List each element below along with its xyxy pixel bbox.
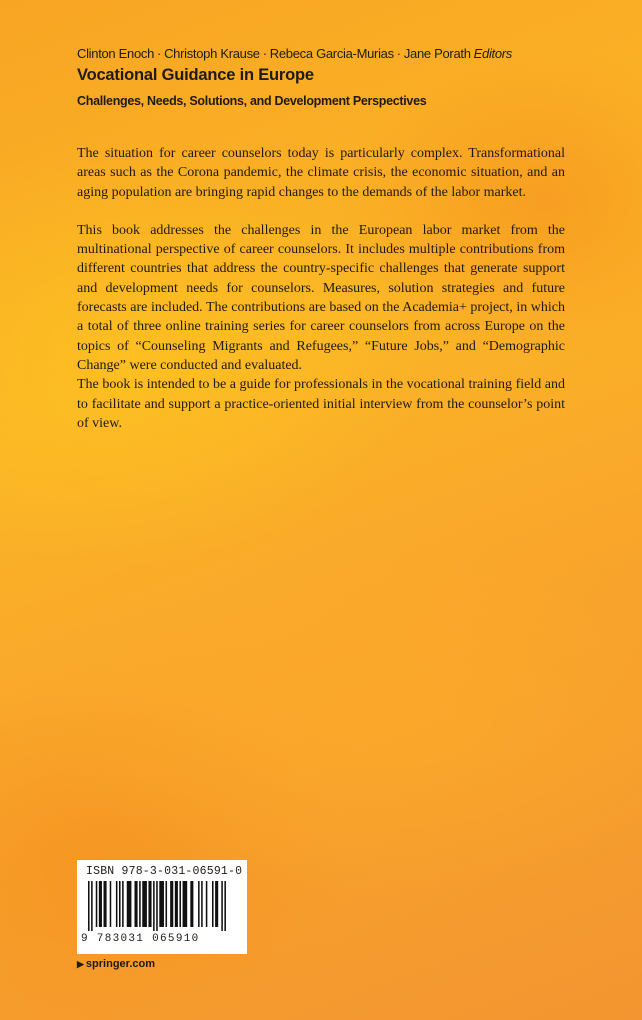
barcode-bar — [104, 881, 107, 927]
barcode-bar — [116, 881, 118, 927]
editor-name: Clinton Enoch — [77, 46, 155, 61]
barcode-bar — [122, 881, 124, 927]
barcode-bar — [221, 881, 223, 931]
barcode-bar — [159, 881, 164, 927]
barcode-bar — [170, 881, 173, 927]
blurb-paragraph: The situation for career counselors today is particularly complex. Transformational areas such as the Corona pandemic, the climate crisis, the economic situation, and an aging population are bringing rapid changes to the demands of the labor market. — [77, 146, 565, 200]
barcode-bar — [148, 881, 151, 927]
barcode-bar — [175, 881, 178, 927]
barcode-bar — [198, 881, 200, 927]
book-title: Vocational Guidance in Europe — [77, 66, 314, 84]
blurb — [77, 144, 565, 433]
barcode-bars — [88, 881, 236, 931]
barcode-bar — [183, 881, 188, 927]
barcode-bar — [201, 881, 203, 927]
barcode-bar — [96, 881, 98, 927]
barcode-bar — [142, 881, 147, 927]
barcode-bar — [215, 881, 218, 927]
barcode-bar — [212, 881, 214, 927]
ean-digits: 9 783031 065910 — [81, 933, 200, 945]
editor-separator: · — [396, 46, 401, 61]
barcode-bar — [135, 881, 138, 927]
editor-name: Jane Porath — [403, 46, 471, 61]
isbn-barcode — [77, 860, 247, 954]
barcode-bar — [99, 881, 102, 927]
barcode-bar — [119, 881, 121, 927]
barcode-bar — [91, 881, 93, 931]
isbn-label: ISBN 978-3-031-06591-0 — [86, 865, 243, 878]
publisher-url: springer.com — [85, 958, 155, 970]
book-subtitle: Challenges, Needs, Solutions, and Development Perspectives — [77, 94, 427, 108]
blurb-paragraph: This book addresses the challenges in the European labor market from the multinational perspective of career counselors. It includes multiple contributions from different countries that address the country-specific challenges that generate support and development needs for counselors. Measures, solution strategies and future forecasts are included. The contributions are based on the Academia+ project, in which a total of three online training series for career counselors from across Europe on the topics of “Counseling Migrants and Refugees,” “Future Jobs,” and “Demographic Change” were conducted and evaluated. — [77, 222, 565, 373]
barcode-bar — [190, 881, 193, 927]
barcode-bar — [166, 881, 168, 927]
editor-separator: · — [262, 46, 267, 61]
barcode-bar — [139, 881, 141, 927]
barcode-bar — [127, 881, 132, 927]
barcode-bar — [88, 881, 90, 931]
barcode-bar — [206, 881, 208, 927]
publisher-link[interactable] — [77, 958, 155, 970]
arrow-icon: ▶ — [77, 959, 84, 969]
barcode-bar — [153, 881, 155, 931]
editor-name: Christoph Krause — [164, 46, 260, 61]
barcode-bar — [179, 881, 181, 927]
barcode-bar — [156, 881, 158, 931]
editor-name: Rebeca Garcia-Murias — [269, 46, 394, 61]
editors-line — [77, 46, 512, 61]
barcode-bar — [110, 881, 112, 927]
blurb-paragraph: The book is intended to be a guide for professionals in the vocational training field and to facilitate and support a practice-oriented initial interview from the counselor’s point of view. — [77, 377, 565, 431]
editor-separator: · — [157, 46, 162, 61]
editors-role: Editors — [473, 46, 513, 61]
barcode-bar — [224, 881, 226, 931]
